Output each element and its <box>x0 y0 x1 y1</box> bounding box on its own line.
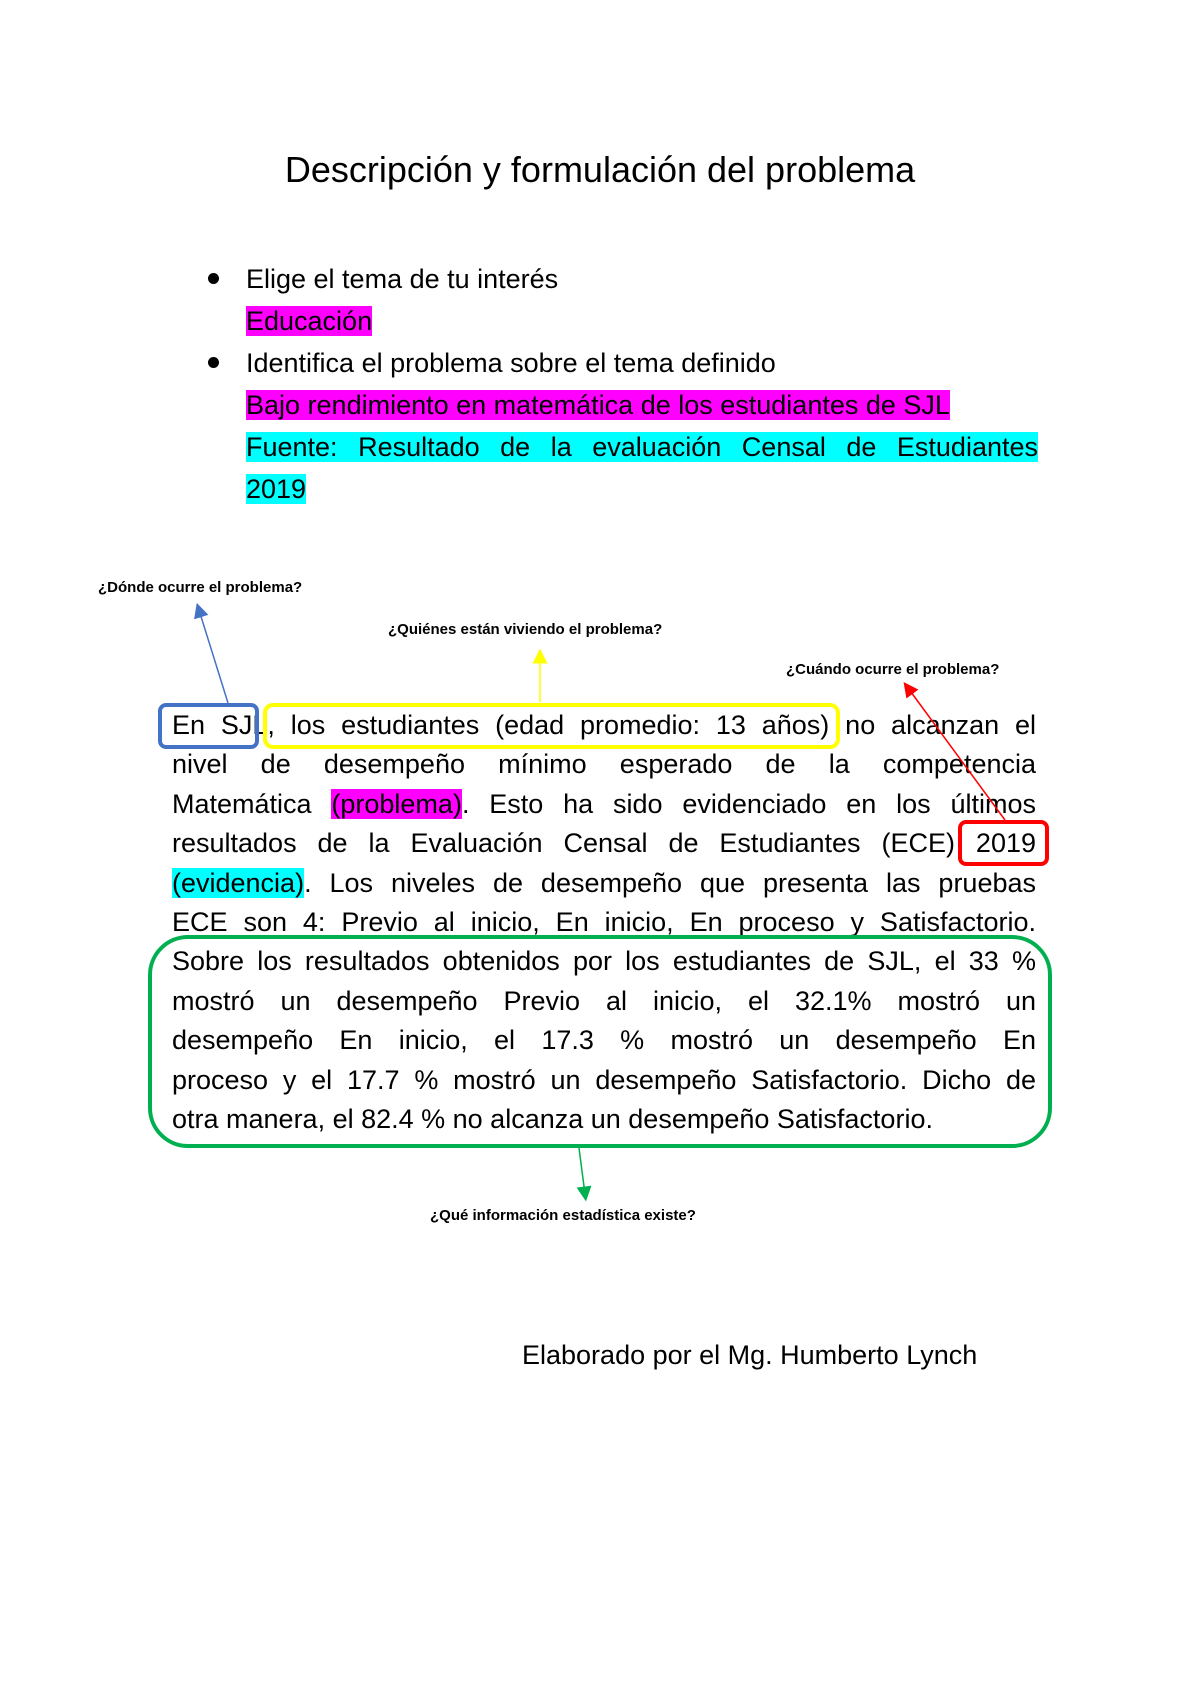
source-line-1: Fuente: Resultado de la evaluación Censal de Estudiantes <box>246 432 1038 462</box>
when-year: 2019 <box>975 828 1036 859</box>
topic-answer: Educación <box>246 306 373 336</box>
where-text: En SJL <box>172 710 268 740</box>
para-line-1: En SJL, los estudiantes (edad promedio: 13 años) no alcanzan el <box>172 710 1036 740</box>
para-line-5: (evidencia). Los niveles de desempeño que presenta las pruebas <box>172 867 1036 898</box>
para-line-8: mostró un desempeño Previo al inicio, el 32.1% mostró un <box>172 985 1036 1016</box>
problem-answer: Bajo rendimiento en matemática de los estudiantes de SJL <box>246 390 950 420</box>
source-line-2: 2019 <box>246 474 307 504</box>
where-box <box>160 705 257 747</box>
page-title: Descripción y formulación del problema <box>284 149 916 190</box>
evidence-tag: (evidencia) <box>172 867 305 898</box>
problem-tag: (problema) <box>331 788 462 819</box>
where-arrow <box>199 610 228 703</box>
who-box <box>265 705 838 747</box>
bullet-topic-text: Elige el tema de tu interés <box>246 264 559 294</box>
stats-arrow <box>579 1148 585 1194</box>
para-line-7: Sobre los resultados obtenidos por los estudiantes de SJL, el 33 % <box>172 946 1036 977</box>
when-box <box>960 822 1047 864</box>
para-line-9: desempeño En inicio, el 17.3 % mostró un desempeño En <box>172 1025 1036 1056</box>
question-who: ¿Quiénes están viviendo el problema? <box>388 621 663 638</box>
question-where: ¿Dónde ocurre el problema? <box>98 579 303 596</box>
bullet-problem-text: Identifica el problema sobre el tema definido <box>246 348 776 378</box>
para-line-10: proceso y el 17.7 % mostró un desempeño Satisfactorio. Dicho de <box>172 1064 1036 1095</box>
when-arrow <box>908 688 1005 820</box>
para-line-4: resultados de la Evaluación Censal de Estudiantes (ECE) 2019 <box>172 828 1036 859</box>
para-line-3: Matemática (problema). Esto ha sido evidenciado en los últimos <box>172 788 1036 819</box>
who-text: los estudiantes (edad promedio: 13 años) <box>290 710 830 740</box>
question-when: ¿Cuándo ocurre el problema? <box>786 661 1000 678</box>
stats-box <box>150 937 1050 1146</box>
author-signature: Elaborado por el Mg. Humberto Lynch <box>522 1340 978 1370</box>
para-line-2: nivel de desempeño mínimo esperado de la competencia <box>172 749 1036 780</box>
question-stats: ¿Qué información estadística existe? <box>430 1207 696 1224</box>
para-line-6: ECE son 4: Previo al inicio, En inicio, En proceso y Satisfactorio. <box>172 907 1036 938</box>
para-line-11: otra manera, el 82.4 % no alcanza un desempeño Satisfactorio. <box>172 1104 933 1135</box>
